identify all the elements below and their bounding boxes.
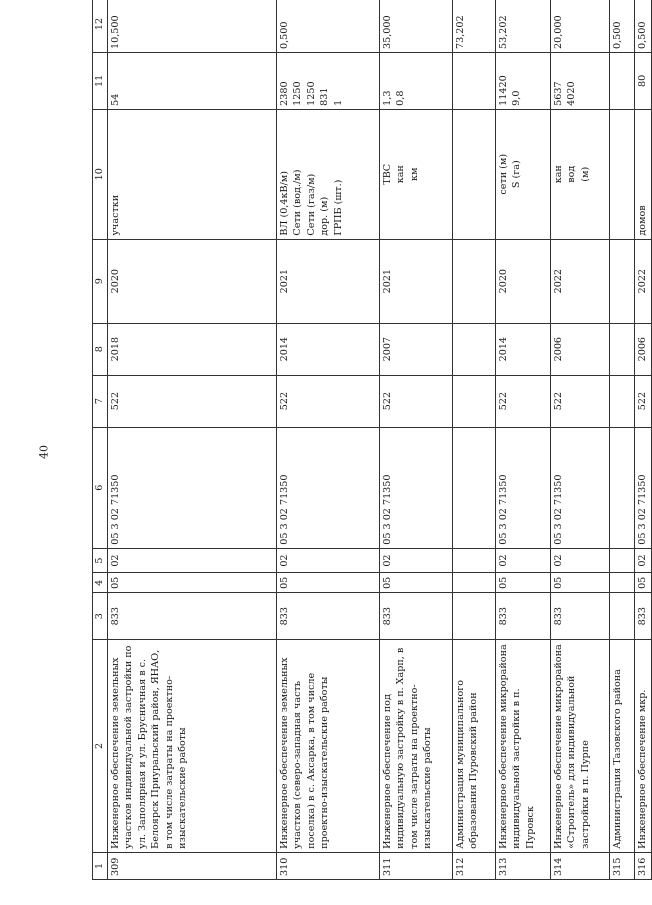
rotated-table-wrapper <box>92 0 648 880</box>
empty-cell <box>610 239 635 323</box>
empty-cell <box>453 109 496 239</box>
row-number: 315 <box>610 852 635 879</box>
year-end: 2022 <box>635 239 652 323</box>
empty-cell <box>610 548 635 573</box>
capacity-values: 1,3 0,8 <box>380 52 453 109</box>
table-row <box>108 0 277 880</box>
amount: 0,500 <box>610 0 635 52</box>
code-grbs: 833 <box>380 593 453 640</box>
row-number: 316 <box>635 852 652 879</box>
code-subsection: 02 <box>551 548 610 573</box>
amount: 10,500 <box>108 0 277 52</box>
year-start: 2014 <box>277 323 380 375</box>
object-name: Инженерное обеспечение микрорайона индивидуальной застройки в п. Пуровск <box>496 640 551 853</box>
row-number: 310 <box>277 852 380 879</box>
capacity-units: кан вод (м) <box>551 109 610 239</box>
capacity-values: 54 <box>108 52 277 109</box>
table-row <box>496 0 551 880</box>
year-end: 2020 <box>108 239 277 323</box>
capacity-values: 11420 9,0 <box>496 52 551 109</box>
code-target: 05 3 02 71350 <box>635 427 652 548</box>
empty-cell <box>453 52 496 109</box>
empty-cell <box>453 427 496 548</box>
year-end: 2020 <box>496 239 551 323</box>
table-row <box>453 0 496 880</box>
code-section: 05 <box>496 573 551 593</box>
code-section: 05 <box>380 573 453 593</box>
code-expense: 522 <box>551 375 610 427</box>
object-name: Инженерное обеспечение земельных участков индивидуальной застройки по ул. Заполярная и ул. Брусничная в с. Белоярск Приуральский район, ЯНАО, в том числе затраты на проектно-изыскательские работы <box>108 640 277 853</box>
code-target: 05 3 02 71350 <box>551 427 610 548</box>
year-start: 2018 <box>108 323 277 375</box>
column-header: 6 <box>93 427 108 548</box>
empty-cell <box>610 427 635 548</box>
code-subsection: 02 <box>380 548 453 573</box>
code-target: 05 3 02 71350 <box>496 427 551 548</box>
amount: 53,202 <box>496 0 551 52</box>
column-header: 12 <box>93 0 108 52</box>
empty-cell <box>453 375 496 427</box>
column-header: 4 <box>93 573 108 593</box>
year-end: 2021 <box>277 239 380 323</box>
empty-cell <box>610 573 635 593</box>
page-number: 40 <box>37 445 51 459</box>
code-subsection: 02 <box>277 548 380 573</box>
code-expense: 522 <box>380 375 453 427</box>
code-section: 05 <box>108 573 277 593</box>
table-row <box>380 0 453 880</box>
code-expense: 522 <box>635 375 652 427</box>
capacity-units: ТВС кан км <box>380 109 453 239</box>
object-name: Инженерное обеспечение земельных участков (северо-западная часть поселка) в с. Аксарка, в том числе проектно-изыскательские работы <box>277 640 380 853</box>
year-start: 2014 <box>496 323 551 375</box>
column-header: 3 <box>93 593 108 640</box>
row-number: 314 <box>551 852 610 879</box>
empty-cell <box>610 593 635 640</box>
capacity-units: участки <box>108 109 277 239</box>
column-header: 2 <box>93 640 108 853</box>
row-number: 313 <box>496 852 551 879</box>
empty-cell <box>610 375 635 427</box>
capacity-values: 2380 1250 1250 831 1 <box>277 52 380 109</box>
code-target: 05 3 02 71350 <box>108 427 277 548</box>
code-grbs: 833 <box>277 593 380 640</box>
investment-table <box>92 0 652 880</box>
object-name: Инженерное обеспечение под индивидуальную застройку в п. Харп, в том числе затраты на проектно-изыскательские работы <box>380 640 453 853</box>
table-row <box>551 0 610 880</box>
object-name: Администрация муниципального образования Пуровский район <box>453 640 496 853</box>
column-header: 8 <box>93 323 108 375</box>
empty-cell <box>453 323 496 375</box>
code-target: 05 3 02 71350 <box>277 427 380 548</box>
column-header: 1 <box>93 852 108 879</box>
amount: 20,000 <box>551 0 610 52</box>
code-subsection: 02 <box>108 548 277 573</box>
year-start: 2006 <box>635 323 652 375</box>
capacity-units: ВЛ (0,4кВ/м) Сети (вод./м) Сети (газ/м) дор. (м) ГРПБ (шт.) <box>277 109 380 239</box>
code-target: 05 3 02 71350 <box>380 427 453 548</box>
code-grbs: 833 <box>551 593 610 640</box>
code-grbs: 833 <box>108 593 277 640</box>
empty-cell <box>610 323 635 375</box>
capacity-values: 80 <box>635 52 652 109</box>
amount: 73,202 <box>453 0 496 52</box>
year-start: 2006 <box>551 323 610 375</box>
row-number: 312 <box>453 852 496 879</box>
empty-cell <box>453 573 496 593</box>
object-name: Инженерное обеспечение микрорайона «Строитель» для индивидуальной застройки в п. Пурпе <box>551 640 610 853</box>
row-number: 309 <box>108 852 277 879</box>
capacity-units: сети (м) S (га) <box>496 109 551 239</box>
code-expense: 522 <box>108 375 277 427</box>
capacity-units: домов <box>635 109 652 239</box>
code-subsection: 02 <box>496 548 551 573</box>
row-number: 311 <box>380 852 453 879</box>
column-header: 10 <box>93 109 108 239</box>
object-name: Инженерное обеспечение мкр. <box>635 640 652 853</box>
code-grbs: 833 <box>635 593 652 640</box>
column-header: 9 <box>93 239 108 323</box>
code-section: 05 <box>635 573 652 593</box>
object-name: Администрация Тазовского района <box>610 640 635 853</box>
capacity-values: 5637 4020 <box>551 52 610 109</box>
year-end: 2022 <box>551 239 610 323</box>
empty-cell <box>453 239 496 323</box>
amount: 35,000 <box>380 0 453 52</box>
table-row <box>277 0 380 880</box>
amount: 0,500 <box>277 0 380 52</box>
table-row <box>635 0 652 880</box>
code-section: 05 <box>277 573 380 593</box>
code-expense: 522 <box>277 375 380 427</box>
column-header: 5 <box>93 548 108 573</box>
column-header: 7 <box>93 375 108 427</box>
header-row <box>93 0 108 880</box>
empty-cell <box>610 52 635 109</box>
year-end: 2021 <box>380 239 453 323</box>
code-grbs: 833 <box>496 593 551 640</box>
empty-cell <box>610 109 635 239</box>
code-subsection: 02 <box>635 548 652 573</box>
code-expense: 522 <box>496 375 551 427</box>
table-row <box>610 0 635 880</box>
code-section: 05 <box>551 573 610 593</box>
empty-cell <box>453 548 496 573</box>
year-start: 2007 <box>380 323 453 375</box>
column-header: 11 <box>93 52 108 109</box>
empty-cell <box>453 593 496 640</box>
amount: 0,500 <box>635 0 652 52</box>
